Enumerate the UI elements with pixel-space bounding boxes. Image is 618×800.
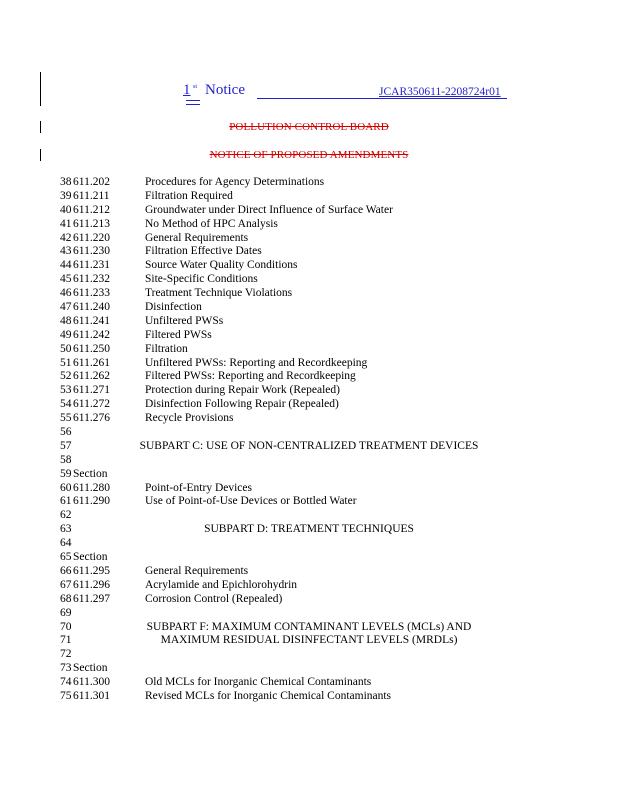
line-number: 58 [60, 453, 72, 466]
list-item [0, 621, 618, 635]
line-number: 64 [60, 537, 72, 550]
section-number: 611.290 [73, 495, 110, 508]
line-number: 54 [60, 398, 72, 411]
notice-number-superscript: st [193, 84, 198, 90]
section-number: 611.297 [73, 592, 110, 605]
list-item [0, 634, 618, 648]
line-number: 47 [60, 301, 72, 314]
line-number: 57 [60, 439, 72, 452]
deleted-board-heading: POLLUTION CONTROL BOARD [229, 121, 389, 133]
list-item [0, 495, 618, 509]
list-item [0, 412, 618, 426]
section-number: 611.212 [73, 203, 110, 216]
section-title: Use of Point-of-Use Devices or Bottled Water [145, 495, 357, 508]
section-title: Filtration [145, 342, 188, 355]
list-item [0, 509, 618, 523]
line-number: 56 [60, 426, 72, 439]
section-title: Procedures for Agency Determinations [145, 176, 325, 188]
section-title: General Requirements [145, 564, 249, 577]
line-number: 75 [60, 689, 72, 702]
section-heading: Section [73, 551, 108, 564]
section-title: Old MCLs for Inorganic Chemical Contaminants [145, 676, 372, 689]
list-item [0, 176, 618, 190]
section-title: Groundwater under Direct Influence of Surface Water [145, 203, 393, 216]
list-item [0, 245, 618, 259]
list-item [0, 218, 618, 232]
section-title: Site-Specific Conditions [145, 273, 258, 286]
jcar-code: JCAR350611-2208724r01 [379, 86, 501, 98]
section-heading: Section [73, 467, 108, 480]
section-number: 611.261 [73, 356, 110, 369]
section-title: Treatment Technique Violations [145, 287, 293, 300]
notice-number: 1 [183, 82, 191, 98]
section-number: 611.220 [73, 231, 110, 244]
list-item [0, 593, 618, 607]
section-number: 611.262 [73, 370, 110, 383]
section-title: Unfiltered PWSs: Reporting and Recordkeeping [145, 356, 368, 369]
line-number: 67 [60, 578, 72, 591]
list-item [0, 579, 618, 593]
list-item [0, 357, 618, 371]
line-number: 71 [60, 634, 72, 647]
section-title: Source Water Quality Conditions [145, 259, 298, 272]
line-number: 59 [60, 467, 72, 480]
section-number: 611.301 [73, 689, 110, 702]
section-number: 611.202 [73, 176, 110, 188]
list-item [0, 315, 618, 329]
line-number: 38 [60, 176, 72, 188]
section-number: 611.213 [73, 217, 110, 230]
section-title: Filtered PWSs [145, 328, 212, 341]
section-title: Point-of-Entry Devices [145, 481, 252, 494]
line-number: 61 [60, 495, 72, 508]
list-item [0, 259, 618, 273]
section-title: Recycle Provisions [145, 412, 234, 425]
line-number: 52 [60, 370, 72, 383]
page-header [183, 82, 523, 104]
section-number: 611.296 [73, 578, 110, 591]
list-item [0, 273, 618, 287]
list-item [0, 648, 618, 662]
line-number: 55 [60, 412, 72, 425]
list-item [0, 301, 618, 315]
section-title: Corrosion Control (Repealed) [145, 592, 283, 605]
list-item [0, 204, 618, 218]
double-underline [186, 100, 200, 101]
table-of-contents [0, 176, 618, 704]
line-number: 69 [60, 606, 72, 619]
section-title: No Method of HPC Analysis [145, 217, 278, 230]
line-number: 43 [60, 245, 72, 258]
list-item [0, 329, 618, 343]
section-number: 611.250 [73, 342, 110, 355]
line-number: 74 [60, 676, 72, 689]
section-number: 611.276 [73, 412, 110, 425]
line-number: 65 [60, 551, 72, 564]
line-number: 66 [60, 564, 72, 577]
section-number: 611.300 [73, 676, 110, 689]
section-number: 611.230 [73, 245, 110, 258]
section-number: 611.295 [73, 564, 110, 577]
list-item [0, 607, 618, 621]
section-number: 611.233 [73, 287, 110, 300]
section-number: 611.242 [73, 328, 110, 341]
section-title: Filtration Effective Dates [145, 245, 262, 258]
subpart-heading: MAXIMUM RESIDUAL DISINFECTANT LEVELS (MRDLs) [160, 634, 458, 647]
line-number: 48 [60, 314, 72, 327]
line-number: 68 [60, 592, 72, 605]
section-number: 611.271 [73, 384, 110, 397]
section-title: Revised MCLs for Inorganic Chemical Contaminants [145, 689, 392, 702]
list-item [0, 426, 618, 440]
list-item [0, 551, 618, 565]
subpart-heading: SUBPART D: TREATMENT TECHNIQUES [204, 523, 414, 536]
section-number: 611.240 [73, 301, 110, 314]
section-title: General Requirements [145, 231, 249, 244]
line-number: 40 [60, 203, 72, 216]
list-item [0, 565, 618, 579]
section-title: Disinfection [145, 301, 202, 314]
deleted-notice-heading: NOTICE OF PROPOSED AMENDMENTS [209, 149, 409, 161]
list-item [0, 440, 618, 454]
list-item [0, 384, 618, 398]
line-number: 53 [60, 384, 72, 397]
line-number: 60 [60, 481, 72, 494]
line-number: 70 [60, 620, 72, 633]
list-item [0, 662, 618, 676]
line-number: 41 [60, 217, 72, 230]
list-item [0, 190, 618, 204]
section-number: 611.232 [73, 273, 110, 286]
list-item [0, 523, 618, 537]
line-number: 46 [60, 287, 72, 300]
line-number: 72 [60, 648, 72, 661]
section-title: Unfiltered PWSs [145, 314, 224, 327]
list-item [0, 232, 618, 246]
section-title: Filtered PWSs: Reporting and Recordkeeping [145, 370, 356, 383]
list-item [0, 482, 618, 496]
subpart-heading: SUBPART F: MAXIMUM CONTAMINANT LEVELS (MCLs) AND [146, 620, 472, 633]
section-title: Filtration Required [145, 189, 233, 202]
line-number: 73 [60, 662, 72, 675]
section-heading: Section [73, 662, 108, 675]
header-underline [257, 98, 507, 99]
list-item [0, 676, 618, 690]
section-number: 611.211 [73, 189, 110, 202]
section-number: 611.272 [73, 398, 110, 411]
line-number: 62 [60, 509, 72, 522]
list-item [0, 537, 618, 551]
line-number: 45 [60, 273, 72, 286]
list-item [0, 398, 618, 412]
list-item [0, 287, 618, 301]
section-number: 611.231 [73, 259, 110, 272]
list-item [0, 468, 618, 482]
line-number: 49 [60, 328, 72, 341]
line-number: 39 [60, 189, 72, 202]
double-underline [186, 104, 200, 105]
line-number: 63 [60, 523, 72, 536]
change-bar [40, 72, 41, 106]
list-item [0, 370, 618, 384]
section-title: Protection during Repair Work (Repealed) [145, 384, 340, 397]
list-item [0, 343, 618, 357]
section-title: Acrylamide and Epichlorohydrin [145, 578, 298, 591]
section-title: Disinfection Following Repair (Repealed) [145, 398, 339, 411]
subpart-heading: SUBPART C: USE OF NON-CENTRALIZED TREATMENT DEVICES [139, 439, 479, 452]
line-number: 42 [60, 231, 72, 244]
section-number: 611.241 [73, 314, 110, 327]
line-number: 50 [60, 342, 72, 355]
list-item [0, 690, 618, 704]
line-number: 51 [60, 356, 72, 369]
line-number: 44 [60, 259, 72, 272]
list-item [0, 454, 618, 468]
notice-label: Notice [205, 82, 245, 98]
section-number: 611.280 [73, 481, 110, 494]
